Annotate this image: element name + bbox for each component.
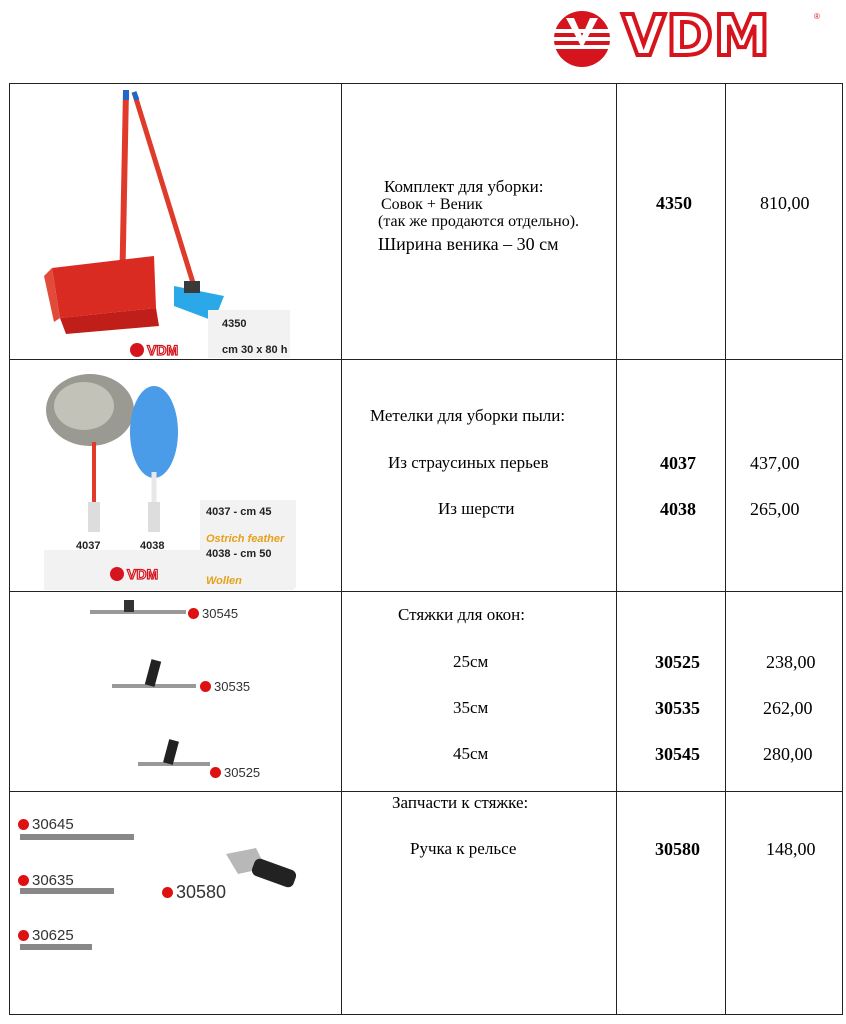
row4-title: Запчасти к стяжке: <box>392 793 529 812</box>
spare-badge <box>18 872 74 889</box>
squeegee-label-30545: 30545 <box>202 606 239 621</box>
row3-title: Стяжки для окон: <box>398 605 525 624</box>
mini-logo-text: VDM <box>127 566 159 582</box>
spare-badge <box>162 882 226 903</box>
spare-label-30580: 30580 <box>176 882 227 902</box>
row3-item1: 25см <box>453 652 489 671</box>
row3-price3: 280,00 <box>763 744 813 764</box>
row2-item2: Из шерсти <box>438 499 515 518</box>
row4-price1: 148,00 <box>766 839 816 859</box>
logo-wordmark: VDM <box>622 4 771 69</box>
spare-label-30645: 30645 <box>32 816 74 833</box>
row1-line2: Совок + Веник <box>381 196 483 213</box>
squeegee-badge <box>188 606 238 621</box>
squeegee-label-30525: 30525 <box>224 765 261 780</box>
row1-line1: Комплект для уборки: <box>384 177 544 196</box>
row2-title: Метелки для уборки пыли: <box>370 406 566 425</box>
mini-vdm-logo <box>110 566 158 582</box>
duster-spec-b-note: Wollen <box>206 575 242 587</box>
row3-item2: 35см <box>453 698 489 717</box>
duster-spec-a: 4037 - cm 45 <box>206 506 272 518</box>
spare-label-30625: 30625 <box>32 927 74 944</box>
row2-item1: Из страусиных перьев <box>388 453 549 472</box>
squeegee-label-30535: 30535 <box>214 679 251 694</box>
mini-vdm-logo <box>130 342 178 358</box>
photo-size-label: cm 30 x 80 h <box>222 344 288 356</box>
mini-logo-text: VDM <box>147 342 179 358</box>
spare-badge <box>18 927 74 944</box>
squeegee-badge <box>210 765 260 780</box>
duster-label-4037: 4037 <box>76 540 101 552</box>
duster-label-4038: 4038 <box>140 540 165 552</box>
row1-code: 4350 <box>656 193 692 213</box>
row3-code2: 30535 <box>655 698 700 718</box>
photo-code-label: 4350 <box>222 318 247 330</box>
row3-code1: 30525 <box>655 652 700 672</box>
row1-line4: Ширина веника – 30 см <box>378 234 559 254</box>
row4-code1: 30580 <box>655 839 700 859</box>
row3-code3: 30545 <box>655 744 700 764</box>
row3-item3: 45см <box>453 744 489 763</box>
row2-code1: 4037 <box>660 453 696 473</box>
row3-price2: 262,00 <box>763 698 813 718</box>
duster-spec-a-note: Ostrich feather <box>206 533 285 545</box>
vdm-logo: VDM ® <box>552 10 822 68</box>
spare-badge <box>18 816 74 833</box>
row2-price2: 265,00 <box>750 499 800 519</box>
spare-label-30635: 30635 <box>32 872 74 889</box>
row2-code2: 4038 <box>660 499 696 519</box>
row4-item1: Ручка к рельсе <box>410 839 517 858</box>
row3-price1: 238,00 <box>766 652 816 672</box>
row1-price: 810,00 <box>760 193 810 213</box>
row2-price1: 437,00 <box>750 453 800 473</box>
duster-spec-b: 4038 - cm 50 <box>206 548 272 560</box>
squeegee-badge <box>200 679 250 694</box>
row1-line3: (так же продаются отдельно). <box>378 213 580 230</box>
